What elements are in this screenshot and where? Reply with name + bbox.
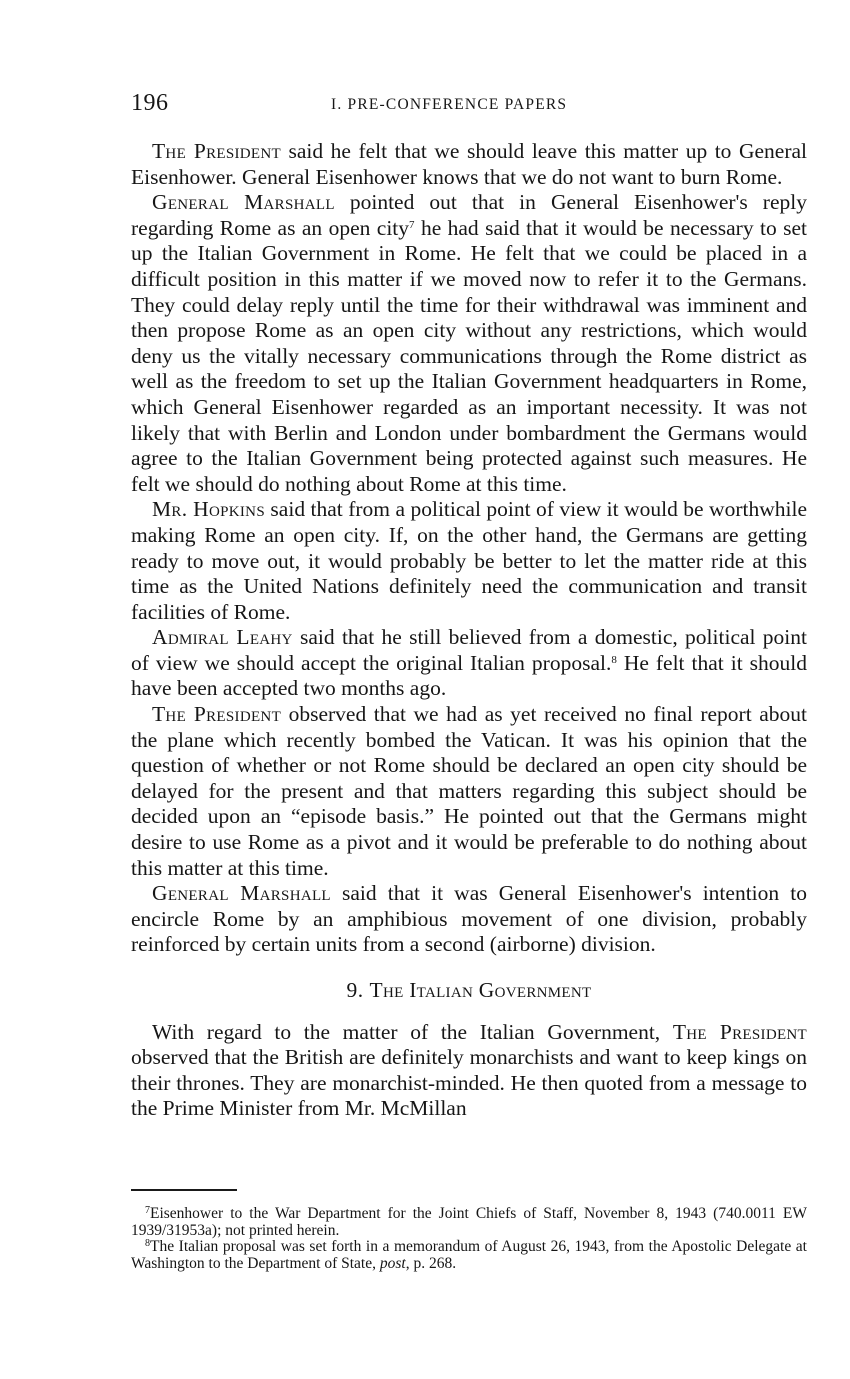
footnote-italic: post — [379, 1254, 406, 1272]
footnote-ref[interactable]: 7 — [409, 218, 415, 231]
paragraph-text: said that he still believed from a domestic, political point of view we should accept the original Italian proposal. — [131, 625, 808, 675]
paragraph — [131, 625, 807, 702]
main-text — [131, 139, 807, 1122]
section-heading — [131, 978, 807, 1004]
paragraph-text: said he felt that we should leave this matter up to General Eisenhower. General Eisenhower knows that we do not want to burn Rome. — [131, 139, 807, 189]
speaker-name: Mr. Hopkins — [152, 497, 265, 522]
paragraph — [131, 1020, 807, 1122]
paragraph-text: observed that the British are definitely monarchists and want to keep kings on their thrones. They are monarchist-minded. He then quoted from a message to the Prime Minister from Mr. McMillan — [131, 1045, 807, 1121]
paragraph — [131, 702, 807, 881]
footnote-text: Eisenhower to the War Department for the Joint Chiefs of Staff, November 8, 1943 (740.0011 EW 1939/31953a); not printed herein. — [131, 1205, 807, 1239]
paragraph-text: pointed out that in General Eisenhower's reply regarding Rome as an open city — [131, 190, 807, 240]
footnote-text: , p. 268. — [405, 1254, 457, 1272]
paragraph-text: He felt that it should have been accepted two months ago. — [131, 650, 807, 701]
page-header — [131, 88, 807, 122]
paragraph-text: said that it was General Eisenhower's intention to encircle Rome by an amphibious movement of one division, probably reinforced by certain units from a second (airborne) division. — [131, 881, 807, 957]
speaker-name: General Marshall — [152, 190, 335, 215]
paragraph — [131, 881, 807, 958]
footnote-number: 7 — [145, 1205, 150, 1216]
section-title: The Italian Government — [369, 978, 592, 1002]
footnotes — [131, 1206, 807, 1272]
footnote — [131, 1239, 807, 1272]
speaker-name: Admiral Leahy — [152, 625, 293, 650]
paragraph — [131, 497, 807, 625]
footnote-number: 8 — [145, 1238, 150, 1250]
footnote-text: The Italian proposal was set forth in a memorandum of August 26, 1943, from the Apostolic Delegate at Washington to the Department of State, — [131, 1238, 807, 1272]
footnote-ref[interactable]: 8 — [611, 653, 617, 666]
footnote — [131, 1206, 807, 1239]
footnote-divider — [131, 1189, 237, 1191]
speaker-name: General Marshall — [152, 881, 331, 906]
paragraph-text: With regard to the matter of the Italian Government, — [152, 1019, 673, 1044]
paragraph-text: observed that we had as yet received no final report about the plane which recently bombed the Vatican. It was his opinion that the question of whether or not Rome should be declared an open city should be delayed for the present and that matters regarding this subject should be decided upon an “episode basis.” He pointed out that the Germans might desire to use Rome as a pivot and it would be preferable to do nothing about this matter at this time. — [131, 702, 807, 880]
section-number: 9. — [346, 978, 364, 1002]
paragraph — [131, 139, 807, 190]
paragraph-text: he had said that it would be necessary to set up the Italian Government in Rome. He felt that we could be placed in a difficult position in this matter if we moved now to refer it to the Germans. They could delay reply until the time for their withdrawal was imminent and then propose Rome as an open city without any restrictions, which would deny us the vitally necessary communications through the Rome district as well as the freedom to set up the Italian Government headquarters in Rome, which General Eisenhower regarded as an important necessity. It was not likely that with Berlin and London under bombardment the Germans would agree to the Italian Government being protected against such measures. He felt we should do nothing about Rome at this time. — [131, 215, 807, 496]
paragraph-text: said that from a political point of view it would be worthwhile making Rome an open city. If, on the other hand, the Germans are getting ready to move out, it would probably be better to let the matter ride at this time as the United Nations definitely need the communication and transit facilities of Rome. — [131, 497, 807, 624]
page-number: 196 — [131, 90, 169, 116]
paragraph — [131, 190, 807, 497]
speaker-name: The President — [152, 139, 281, 163]
speaker-name: The President — [152, 702, 282, 727]
running-head: I. PRE-CONFERENCE PAPERS — [331, 96, 568, 113]
speaker-name: The President — [672, 1019, 808, 1044]
